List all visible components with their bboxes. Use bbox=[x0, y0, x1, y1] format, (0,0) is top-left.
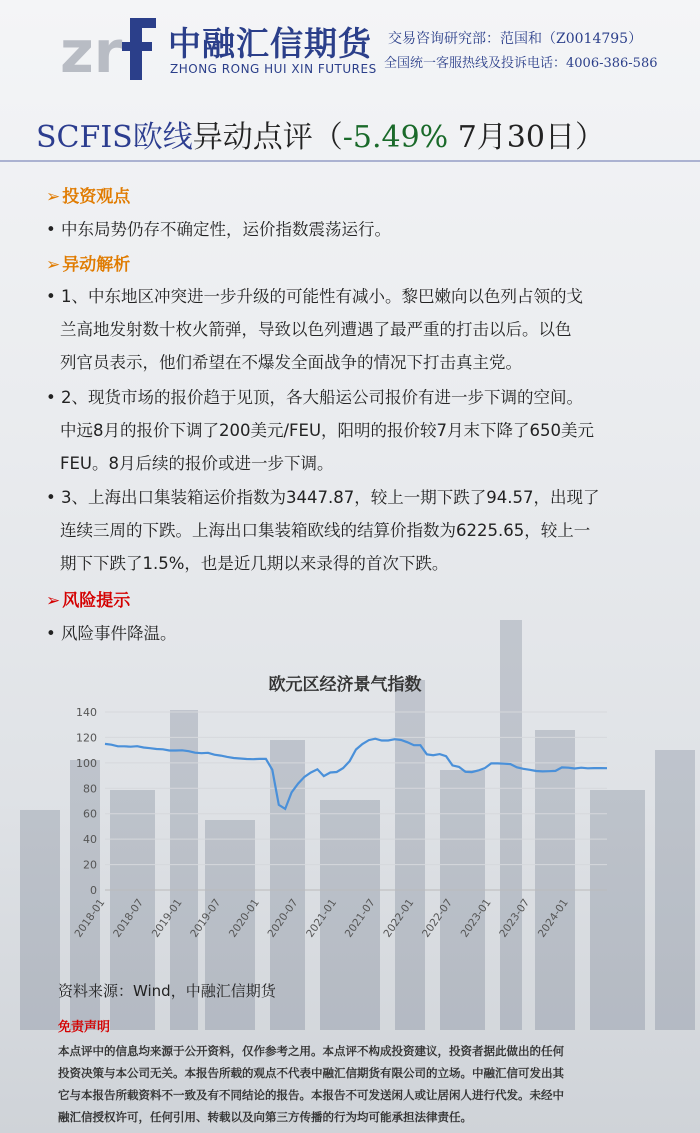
series-line bbox=[105, 739, 607, 809]
y-tick-label: 0 bbox=[90, 884, 97, 897]
risk-heading: ➢ 风险提示 bbox=[46, 591, 131, 611]
title-instrument: SCFIS欧线 bbox=[36, 120, 193, 155]
page-title bbox=[36, 112, 605, 156]
title-change: -5.49% bbox=[342, 120, 449, 155]
arrow-icon: ➢ bbox=[46, 591, 61, 611]
p3-line2: 连续三周的下跌。上海出口集装箱欧线的结算价指数为6225.65，较上一 bbox=[60, 521, 591, 540]
title-label: 异动点评（ bbox=[192, 120, 343, 155]
x-tick-label: 2022-01 bbox=[381, 896, 417, 940]
x-tick-label: 2020-07 bbox=[265, 896, 301, 940]
title-date: 7月30日） bbox=[448, 120, 605, 155]
analysis-heading: ➢ 异动解析 bbox=[46, 255, 131, 275]
view-heading: ➢ 投资观点 bbox=[46, 187, 131, 207]
disclaimer-line: 融汇信授权许可，任何引用、转载以及向第三方传播的行为均可能承担法律责任。 bbox=[58, 1110, 472, 1124]
economic-sentiment-chart bbox=[55, 660, 635, 960]
x-tick-label: 2019-07 bbox=[188, 896, 224, 940]
chart-title: 欧元区经济景气指数 bbox=[268, 675, 422, 695]
y-tick-label: 20 bbox=[83, 858, 97, 872]
view-text: • 中东局势仍存不确定性，运价指数震荡运行。 bbox=[46, 220, 391, 239]
title-divider bbox=[0, 160, 700, 162]
p1-line1: • 1、中东地区冲突进一步升级的可能性有减小。黎巴嫩向以色列占领的戈 bbox=[46, 287, 583, 306]
y-tick-label: 80 bbox=[83, 782, 97, 796]
p3-line3: 期下下跌了1.5%，也是近几期以来录得的首次下跌。 bbox=[60, 554, 449, 573]
p2-line3: FEU。8月后续的报价或进一步下调。 bbox=[60, 454, 334, 473]
x-tick-label: 2018-07 bbox=[111, 896, 147, 940]
y-tick-label: 140 bbox=[76, 706, 97, 719]
p3-line1: • 3、上海出口集装箱运价指数为3447.87，较上一期下跌了94.57，出现了 bbox=[46, 488, 600, 507]
company-name-cn: 中融汇信期货 bbox=[168, 24, 372, 63]
y-tick-label: 60 bbox=[83, 807, 97, 821]
p1-line3: 列官员表示，他们希望在不爆发全面战争的情况下打击真主党。 bbox=[60, 353, 522, 372]
company-name-en: ZHONG RONG HUI XIN FUTURES bbox=[170, 62, 377, 76]
x-tick-label: 2021-07 bbox=[342, 896, 378, 940]
analysis-point-1 bbox=[46, 280, 666, 379]
x-tick-label: 2020-01 bbox=[226, 896, 262, 940]
disclaimer-line: 投资决策与本公司无关。本报告所载的观点不代表中融汇信期货有限公司的立场。中融汇信可发出其 bbox=[58, 1066, 564, 1080]
x-tick-label: 2018-01 bbox=[72, 896, 108, 940]
report-header bbox=[0, 0, 700, 95]
analysis-point-2 bbox=[46, 381, 666, 480]
hotline-contact: 全国统一客服热线及投诉电话：4006-386-586 bbox=[384, 56, 658, 71]
x-tick-label: 2023-01 bbox=[458, 896, 494, 940]
analysis-point-3 bbox=[46, 481, 666, 580]
x-tick-label: 2022-07 bbox=[420, 896, 455, 940]
y-tick-label: 100 bbox=[76, 756, 97, 770]
zrhx-logo-icon bbox=[60, 12, 160, 80]
p2-line1: • 2、现货市场的报价趋于见顶，各大船运公司报价有进一步下调的空间。 bbox=[46, 388, 583, 407]
x-tick-label: 2023-07 bbox=[497, 896, 533, 940]
p2-line2: 中远8月的报价下调了200美元/FEU，阳明的报价较7月末下降了650美元 bbox=[60, 421, 595, 440]
y-tick-label: 40 bbox=[83, 833, 97, 847]
arrow-icon: ➢ bbox=[46, 187, 61, 207]
disclaimer-title: 免责声明 bbox=[58, 1020, 111, 1035]
disclaimer-line: 它与本报告所载资料不一致及有不同结论的报告。本报告不可发送闲人或让居闲人进行代发。未经中 bbox=[58, 1088, 564, 1102]
y-tick-label: 120 bbox=[76, 731, 97, 745]
x-tick-label: 2019-01 bbox=[149, 896, 185, 940]
arrow-icon: ➢ bbox=[46, 255, 61, 275]
data-source: 资料来源：Wind，中融汇信期货 bbox=[58, 982, 276, 1000]
x-tick-label: 2021-01 bbox=[304, 896, 340, 940]
analyst-contact: 交易咨询研究部：范国和（Z0014795） bbox=[388, 31, 643, 47]
x-tick-label: 2024-01 bbox=[535, 896, 571, 940]
disclaimer-line: 本点评中的信息均来源于公开资料，仅作参考之用。本点评不构成投资建议，投资者据此做出的任何 bbox=[58, 1044, 564, 1058]
disclaimer-text bbox=[58, 1040, 658, 1128]
p1-line2: 兰高地发射数十枚火箭弹，导致以色列遭遇了最严重的打击以后。以色 bbox=[60, 320, 572, 339]
risk-text: • 风险事件降温。 bbox=[46, 624, 177, 643]
svg-text:zr: zr bbox=[60, 18, 123, 80]
